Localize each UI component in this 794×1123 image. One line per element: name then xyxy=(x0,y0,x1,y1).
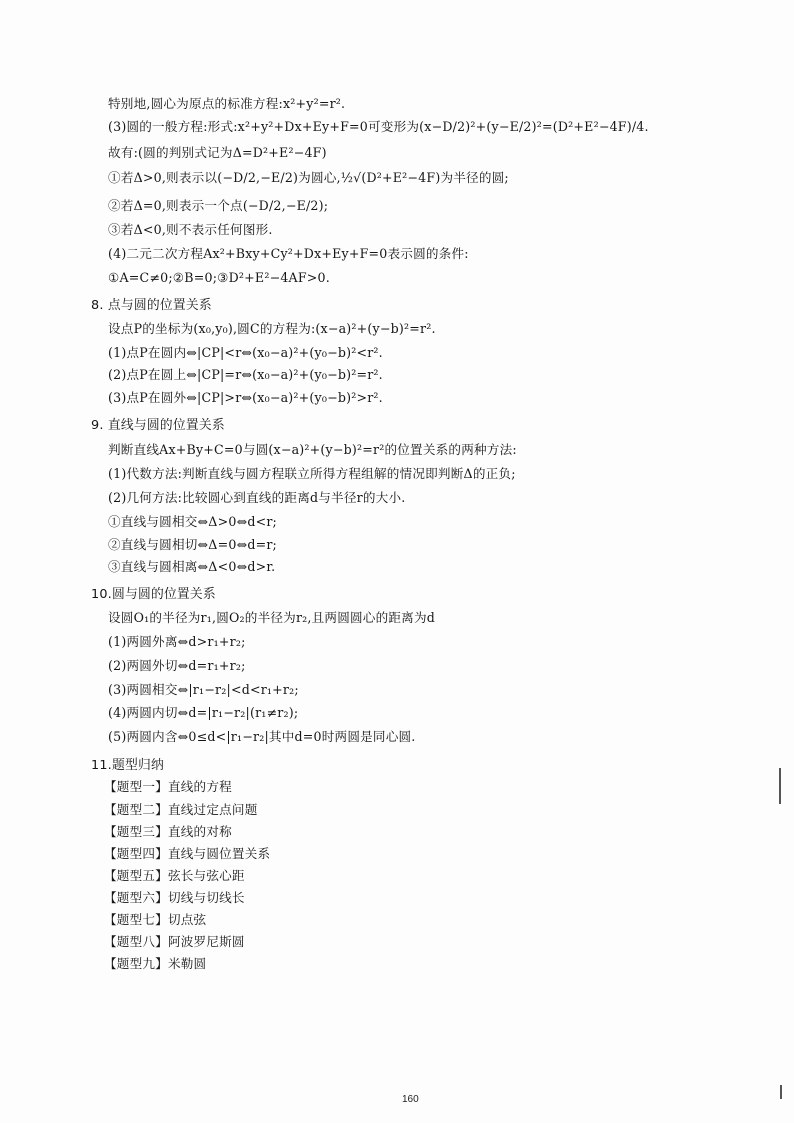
text-line: (3)点P在圆外⇔|CP|>r⇔(x₀−a)²+(y₀−b)²>r². xyxy=(108,390,383,405)
topic-item: 【题型五】弦长与弦心距 xyxy=(104,868,245,883)
text-line: (3)两圆相交⇔|r₁−r₂|<d<r₁+r₂; xyxy=(108,682,299,697)
text-line: 设圆O₁的半径为r₁,圆O₂的半径为r₂,且两圆圆心的距离为d xyxy=(108,610,436,625)
text-line: (4)二元二次方程Ax²+Bxy+Cy²+Dx+Ey+F=0表示圆的条件: xyxy=(108,246,469,261)
text-line: (2)点P在圆上⇔|CP|=r⇔(x₀−a)²+(y₀−b)²=r². xyxy=(108,367,383,382)
section-heading: 9. 直线与圆的位置关系 xyxy=(91,418,225,433)
text-line: 设点P的坐标为(x₀,y₀),圆C的方程为:(x−a)²+(y−b)²=r². xyxy=(108,321,436,336)
topic-item: 【题型七】切点弦 xyxy=(104,912,207,927)
text-line: (4)两圆内切⇔d=|r₁−r₂|(r₁≠r₂); xyxy=(108,705,299,720)
page-number: 160 xyxy=(402,1094,419,1105)
text-line: ②若Δ=0,则表示一个点(−D/2,−E/2); xyxy=(108,198,329,213)
text-line: (3)圆的一般方程:形式:x²+y²+Dx+Ey+F=0可变形为(x−D/2)²+(y−E/2)²=(D²+E²−4F)/4. xyxy=(108,119,649,134)
topic-item: 【题型一】直线的方程 xyxy=(104,779,232,794)
text-line: 特别地,圆心为原点的标准方程:x²+y²=r². xyxy=(108,96,346,111)
text-line: (1)点P在圆内⇔|CP|<r⇔(x₀−a)²+(y₀−b)²<r². xyxy=(108,345,383,360)
topic-item: 【题型四】直线与圆位置关系 xyxy=(104,846,271,861)
scan-artifact xyxy=(779,768,781,804)
section-heading: 11.题型归纳 xyxy=(91,758,164,773)
text-line: ①若Δ>0,则表示以(−D/2,−E/2)为圆心,½√(D²+E²−4F)为半径的圆; xyxy=(108,170,509,185)
topic-item: 【题型八】阿波罗尼斯圆 xyxy=(104,934,245,949)
text-line: (2)两圆外切⇔d=r₁+r₂; xyxy=(108,658,246,673)
topic-item: 【题型九】米勒圆 xyxy=(104,956,207,971)
topic-item: 【题型六】切线与切线长 xyxy=(104,890,245,905)
text-line: 判断直线Ax+By+C=0与圆(x−a)²+(y−b)²=r²的位置关系的两种方法: xyxy=(108,442,517,457)
text-line: ①直线与圆相交⇔Δ>0⇔d<r; xyxy=(108,514,277,529)
text-line: (1)代数方法:判断直线与圆方程联立所得方程组解的情况即判断Δ的正负; xyxy=(108,466,516,481)
text-line: 故有:(圆的判别式记为Δ=D²+E²−4F) xyxy=(108,145,327,160)
text-line: ③若Δ<0,则不表示任何图形. xyxy=(108,222,273,237)
topic-item: 【题型二】直线过定点问题 xyxy=(104,802,258,817)
section-heading: 10.圆与圆的位置关系 xyxy=(91,587,216,602)
text-line: ③直线与圆相离⇔Δ<0⇔d>r. xyxy=(108,559,276,574)
text-line: ①A=C≠0;②B=0;③D²+E²−4AF>0. xyxy=(108,270,330,285)
text-line: (2)几何方法:比较圆心到直线的距离d与半径r的大小. xyxy=(108,490,406,505)
scan-artifact xyxy=(780,1085,782,1099)
section-heading: 8. 点与圆的位置关系 xyxy=(91,298,212,313)
text-line: ②直线与圆相切⇔Δ=0⇔d=r; xyxy=(108,537,277,552)
text-line: (1)两圆外离⇔d>r₁+r₂; xyxy=(108,634,246,649)
text-line: (5)两圆内含⇔0≤d<|r₁−r₂|其中d=0时两圆是同心圆. xyxy=(108,729,416,744)
topic-item: 【题型三】直线的对称 xyxy=(104,824,232,839)
